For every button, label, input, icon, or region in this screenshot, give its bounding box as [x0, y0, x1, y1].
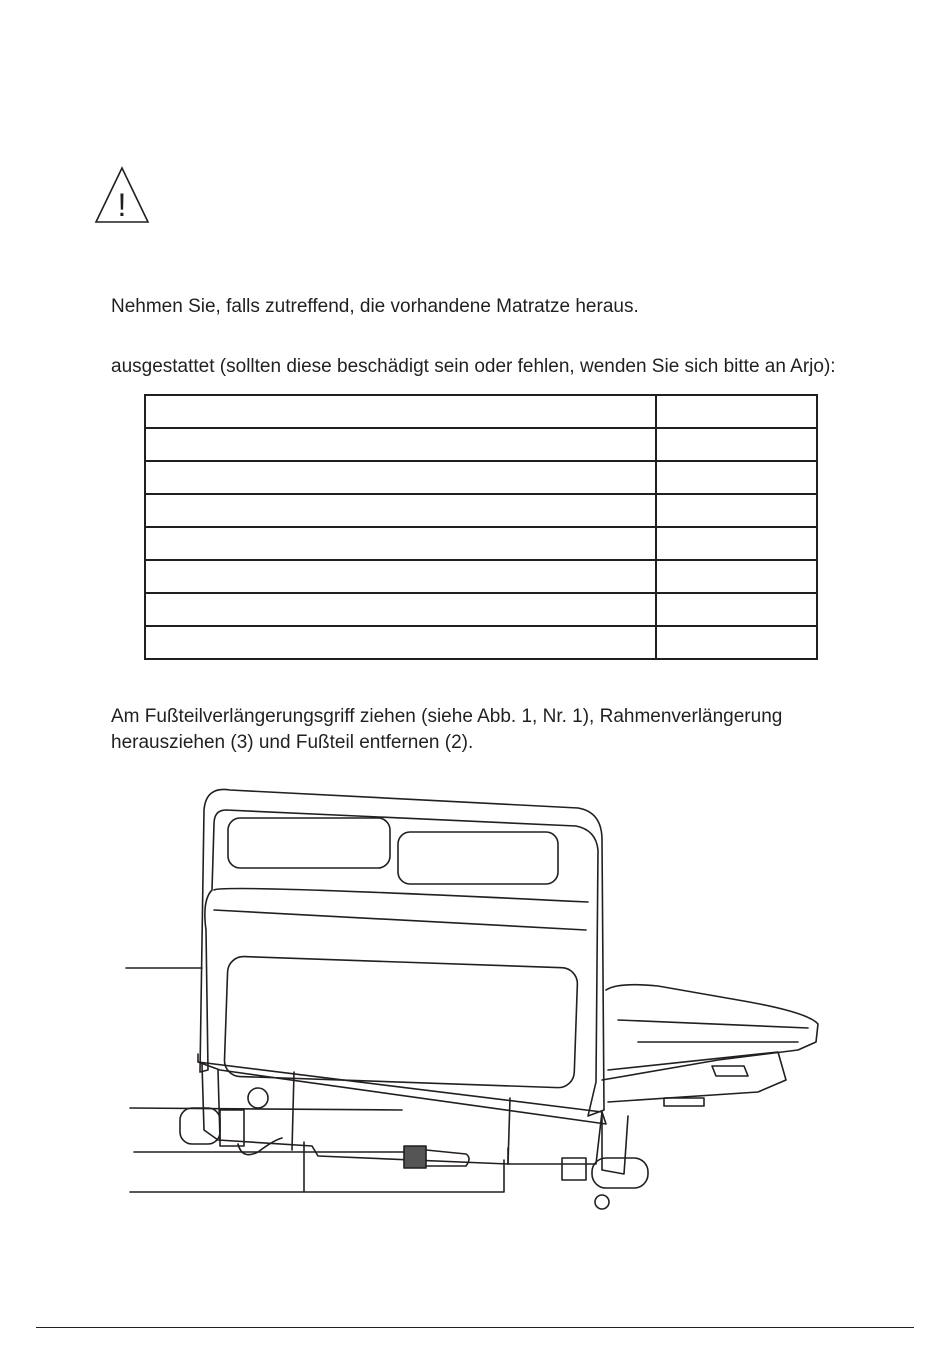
parts-table-row — [145, 395, 817, 428]
instruction-line-1: Am Fußteilverlängerungsgriff ziehen (siehe Abb. 1, Nr. 1), Rahmenverlängerung — [111, 706, 783, 727]
parts-table-row — [145, 461, 817, 494]
bed-footboard-extension-illustration — [118, 780, 830, 1210]
part-quantity-cell — [656, 527, 817, 560]
part-description-cell — [145, 560, 656, 593]
part-quantity-cell — [656, 428, 817, 461]
part-quantity-cell — [656, 593, 817, 626]
warning-glyph: ! — [117, 187, 127, 223]
part-description-cell — [145, 593, 656, 626]
part-quantity-cell — [656, 560, 817, 593]
part-description-cell — [145, 395, 656, 428]
instruction-line-2: herausziehen (3) und Fußteil entfernen (2). — [111, 732, 474, 753]
part-description-cell — [145, 626, 656, 659]
parts-table-row — [145, 527, 817, 560]
paragraph-footboard-instruction — [111, 704, 782, 756]
paragraph-remove-mattress: Nehmen Sie, falls zutreffend, die vorhandene Matratze heraus. — [111, 296, 639, 317]
parts-table-row — [145, 494, 817, 527]
paragraph-equipped-note: ausgestattet (sollten diese beschädigt sein oder fehlen, wenden Sie sich bitte an Arjo): — [111, 356, 836, 377]
part-description-cell — [145, 527, 656, 560]
parts-table-row — [145, 428, 817, 461]
parts-table — [144, 394, 818, 660]
footer-rule — [36, 1327, 914, 1328]
part-quantity-cell — [656, 461, 817, 494]
part-description-cell — [145, 428, 656, 461]
parts-table-row — [145, 593, 817, 626]
part-quantity-cell — [656, 395, 817, 428]
part-description-cell — [145, 461, 656, 494]
warning-triangle-icon — [94, 165, 150, 225]
part-description-cell — [145, 494, 656, 527]
part-quantity-cell — [656, 494, 817, 527]
parts-table-row — [145, 626, 817, 659]
part-quantity-cell — [656, 626, 817, 659]
parts-table-row — [145, 560, 817, 593]
